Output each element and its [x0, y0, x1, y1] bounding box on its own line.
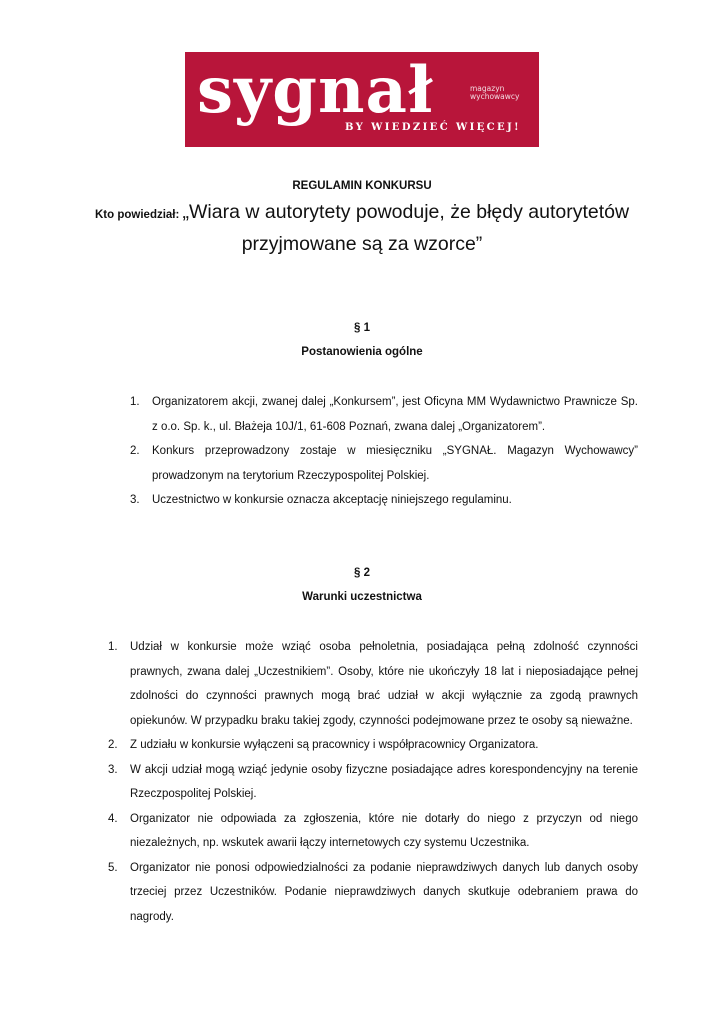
section-1-title: Postanowienia ogólne	[301, 346, 423, 358]
section-2-title: Warunki uczestnictwa	[302, 591, 422, 603]
quote-label: Kto powiedział:	[95, 209, 183, 221]
list-item-number: 5.	[108, 861, 118, 874]
logo-subtitle	[470, 85, 519, 101]
list-item-text: Organizatorem akcji, zwanej dalej „Konkursem”, jest Oficyna MM Wydawnictwo Prawnicze Sp. z o.o. Sp. k., ul. Błażeja 10J/1, 61-608 Poznań, zwana dalej „Organizatorem”.	[152, 396, 638, 433]
list-item-text: Konkurs przeprowadzony zostaje w miesięczniku „SYGNAŁ. Magazyn Wychowawcy” prowadzonym na terytorium Rzeczypospolitej Polskiej.	[152, 445, 638, 482]
quote-text-1: „Wiara w autorytety powoduje, że błędy autorytetów	[182, 201, 630, 223]
quote-line-1	[95, 201, 629, 224]
list-item-number: 2.	[108, 739, 118, 751]
list-item-text: Udział w konkursie może wziąć osoba pełnoletnia, posiadająca pełną zdolność czynności prawnych, zwana dalej „Uczestnikiem”. Osoby, które nie ukończyły 18 lat i nieposiadające pełnej zdolności do czynności prawnych mogą brać udział w akcji wyłącznie za zgodą prawnych opiekunów. W przypadku braku takiej zgody, czynności podejmowane przez te osoby są nieważne.	[130, 641, 638, 727]
list-item-text: Organizator nie odpowiada za zgłoszenia, które nie dotarły do niego z przyczyn od niego niezależnych, np. wskutek awarii łączy internetowych czy systemu Uczestnika.	[130, 812, 638, 849]
document-title: REGULAMIN KONKURSU	[292, 180, 432, 192]
list-item-number: 3.	[108, 763, 118, 776]
section-1-list	[130, 390, 638, 513]
logo-subtitle-line1: magazyn	[470, 84, 505, 93]
logo-wordmark: sygnał	[197, 53, 434, 128]
logo-subtitle-line2: wychowawcy	[470, 92, 520, 101]
list-item-number: 2.	[130, 445, 140, 457]
section-1-sign: § 1	[354, 322, 370, 334]
logo-tagline: BY WIEDZIEĆ WIĘCEJ!	[345, 122, 521, 133]
list-item	[130, 488, 638, 513]
list-item	[108, 758, 638, 807]
quote-line-2: przyjmowane są za wzorce”	[241, 233, 483, 255]
list-item-text: W akcji udział mogą wziąć jedynie osoby fizyczne posiadające adres korespondencyjny na terenie Rzeczpospolitej Polskiej.	[130, 763, 638, 800]
section-2-sign: § 2	[354, 567, 370, 579]
section-2-list	[108, 635, 638, 929]
list-item-number: 4.	[108, 812, 118, 825]
sygnal-logo	[185, 52, 539, 147]
list-item	[130, 439, 638, 488]
list-item-number: 1.	[130, 396, 140, 408]
list-item-text: Z udziału w konkursie wyłączeni są pracownicy i współpracownicy Organizatora.	[130, 739, 539, 751]
list-item-number: 3.	[130, 494, 140, 506]
list-item	[108, 733, 638, 758]
list-item	[130, 390, 638, 439]
list-item-number: 1.	[108, 641, 118, 653]
list-item	[108, 807, 638, 856]
list-item-text: Organizator nie ponosi odpowiedzialności za podanie nieprawdziwych danych lub danych osoby trzeciej przez Uczestników. Podanie nieprawdziwych danych skutkuje odebraniem prawa do nagrody.	[130, 861, 638, 923]
list-item-text: Uczestnictwo w konkursie oznacza akceptację niniejszego regulaminu.	[152, 494, 512, 506]
list-item	[108, 635, 638, 733]
list-item	[108, 856, 638, 930]
